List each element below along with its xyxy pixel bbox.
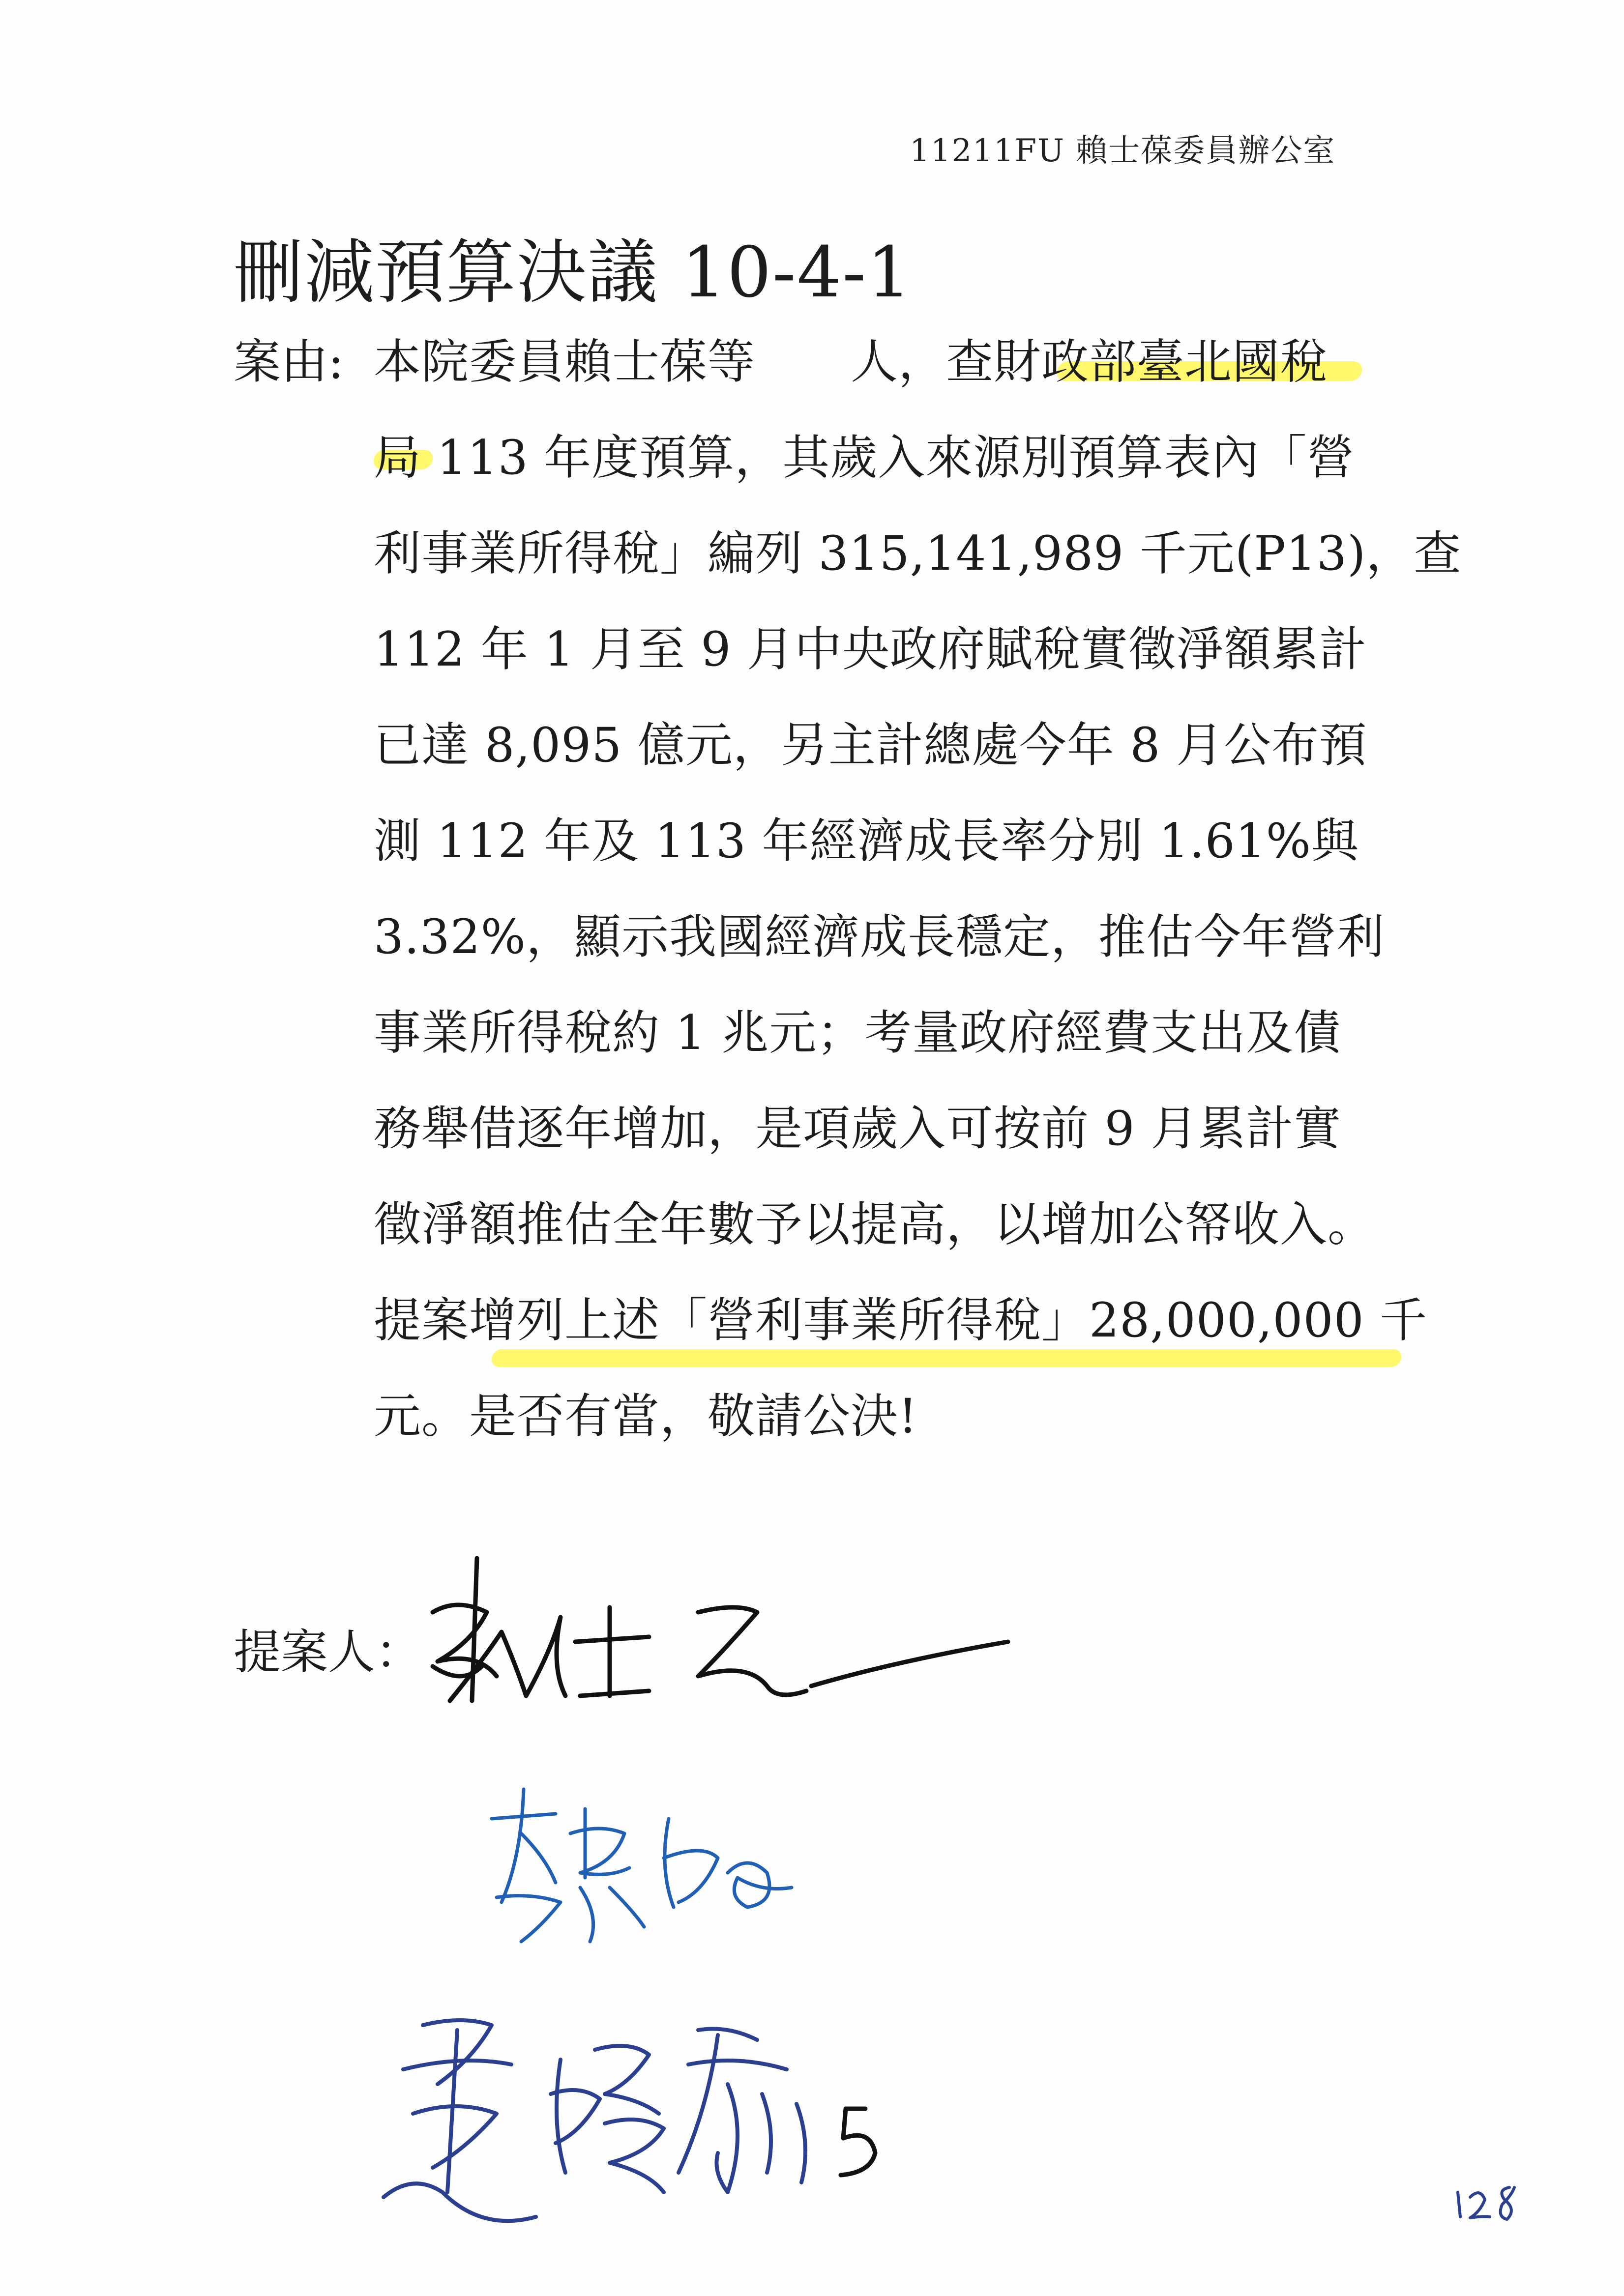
- office-label: 11211FU 賴士葆委員辦公室: [910, 133, 1336, 169]
- case-label: 案由:: [234, 334, 344, 389]
- body-line: 112 年 1 月至 9 月中央政府賦稅實徵淨額累計: [374, 622, 1367, 677]
- signature-3-blue: [374, 1986, 915, 2261]
- signature-2-blue: [472, 1779, 816, 1956]
- document-title: 刪減預算決議 10-4-1: [234, 232, 913, 313]
- body-line: 事業所得稅約 1 兆元；考量政府經費支出及債: [374, 1005, 1342, 1060]
- body-line: 已達 8,095 億元，另主計總處今年 8 月公布預: [374, 718, 1367, 773]
- proposer-label: 提案人：: [234, 1625, 422, 1680]
- body-line: 本院委員賴士葆等 人，查財政部臺北國稅: [374, 334, 1328, 389]
- signature-1-black: [403, 1539, 1042, 1745]
- body-line: 測 112 年及 113 年經濟成長率分別 1.61%與: [374, 814, 1359, 869]
- body-line: 局 113 年度預算，其歲入來源別預算表內「營: [374, 430, 1355, 485]
- body-line: 3.32%，顯示我國經濟成長穩定，推估今年營利: [374, 909, 1385, 964]
- body-line: 提案增列上述「營利事業所得稅」28,000,000 千: [374, 1293, 1428, 1348]
- page-number-handwritten: [1450, 2173, 1529, 2232]
- highlight-mark-3: [490, 1349, 1402, 1367]
- body-line: 務舉借逐年增加，是項歲入可按前 9 月累計實: [374, 1101, 1342, 1156]
- body-line: 徵淨額推估全年數予以提高，以增加公帑收入。: [374, 1197, 1375, 1252]
- body-line: 元。是否有當，敬請公決!: [374, 1389, 918, 1444]
- body-line: 利事業所得稅」編列 315,141,989 千元(P13)，查: [374, 526, 1462, 581]
